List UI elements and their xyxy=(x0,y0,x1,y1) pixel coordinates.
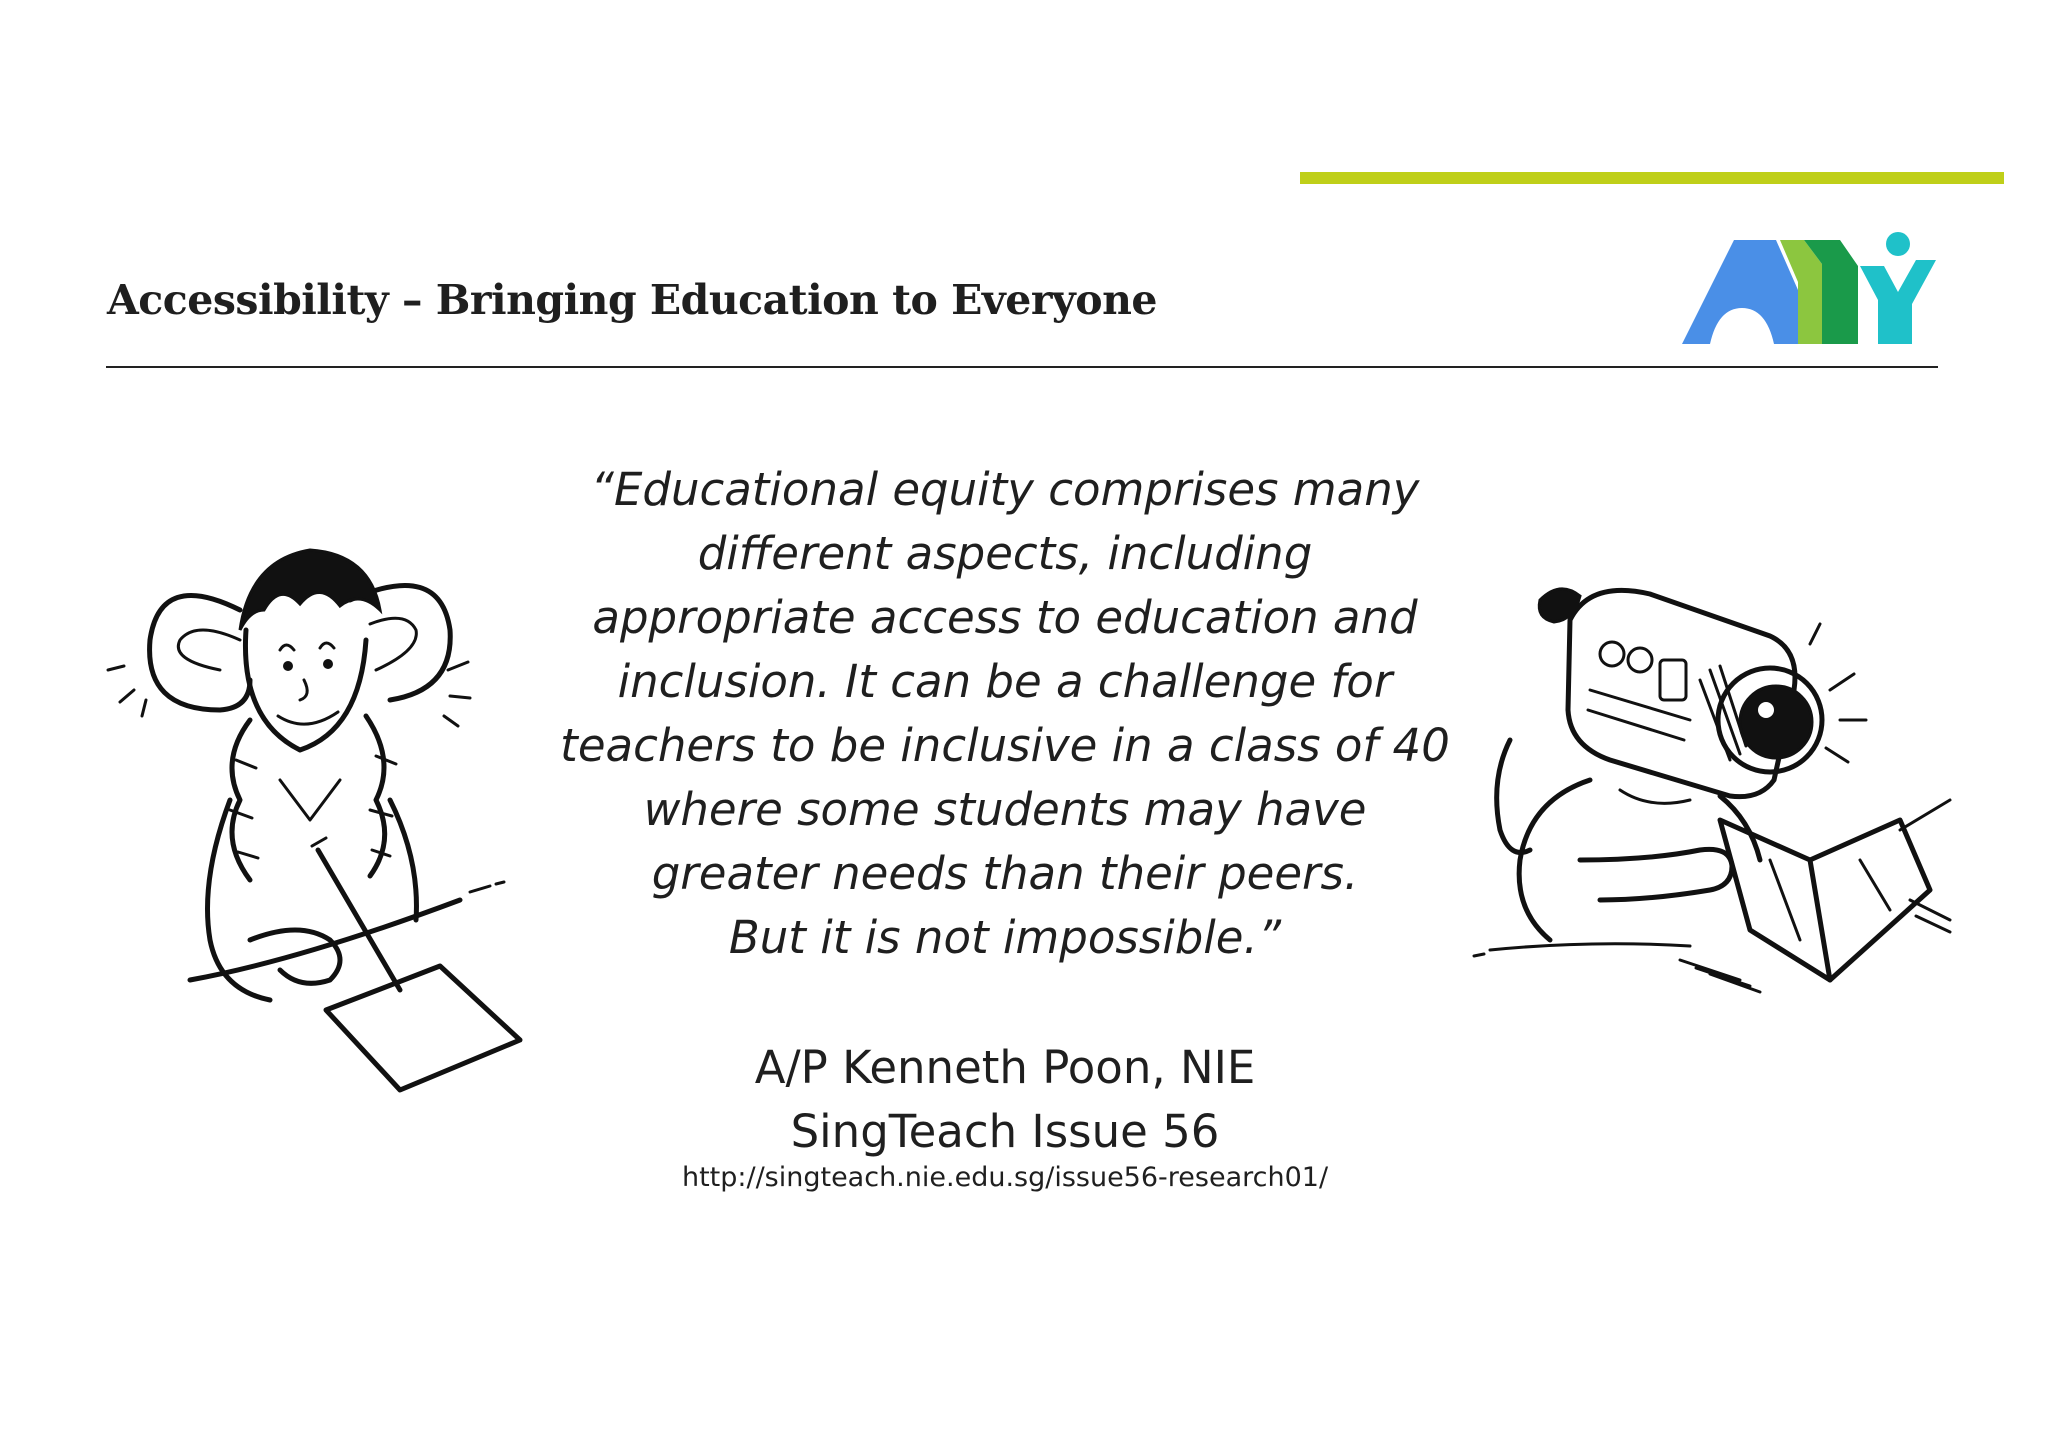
quote xyxy=(560,458,1450,970)
source-url[interactable]: http://singteach.nie.edu.sg/issue56-research01/ xyxy=(681,1162,1329,1193)
ally-logo-letter-y xyxy=(1860,260,1936,344)
quote-line: appropriate access to education and xyxy=(592,591,1418,644)
ally-logo-letter-a xyxy=(1682,240,1798,344)
publication-issue: SingTeach Issue 56 xyxy=(790,1105,1220,1158)
girl-with-big-ears-illustration xyxy=(100,520,540,1100)
quote-attribution xyxy=(600,1036,1410,1164)
quote-line: But it is not impossible.” xyxy=(728,911,1282,964)
ally-logo-dot xyxy=(1886,232,1910,256)
quote-line: greater needs than their peers. xyxy=(651,847,1359,900)
quote-line: different aspects, including xyxy=(697,527,1313,580)
title-divider xyxy=(106,366,1938,368)
student-with-camera-head-illustration xyxy=(1470,560,1970,1000)
quote-line: teachers to be inclusive in a class of 40 xyxy=(560,719,1450,772)
quote-line: inclusion. It can be a challenge for xyxy=(617,655,1393,708)
quote-line: where some students may have xyxy=(643,783,1367,836)
ally-logo xyxy=(1680,230,1940,350)
slide-title: Accessibility – Bringing Education to Everyone xyxy=(107,276,1157,324)
author-name: A/P Kenneth Poon, NIE xyxy=(754,1041,1256,1094)
quote-line: “Educational equity comprises many xyxy=(590,463,1420,516)
accent-bar xyxy=(1300,172,2004,184)
